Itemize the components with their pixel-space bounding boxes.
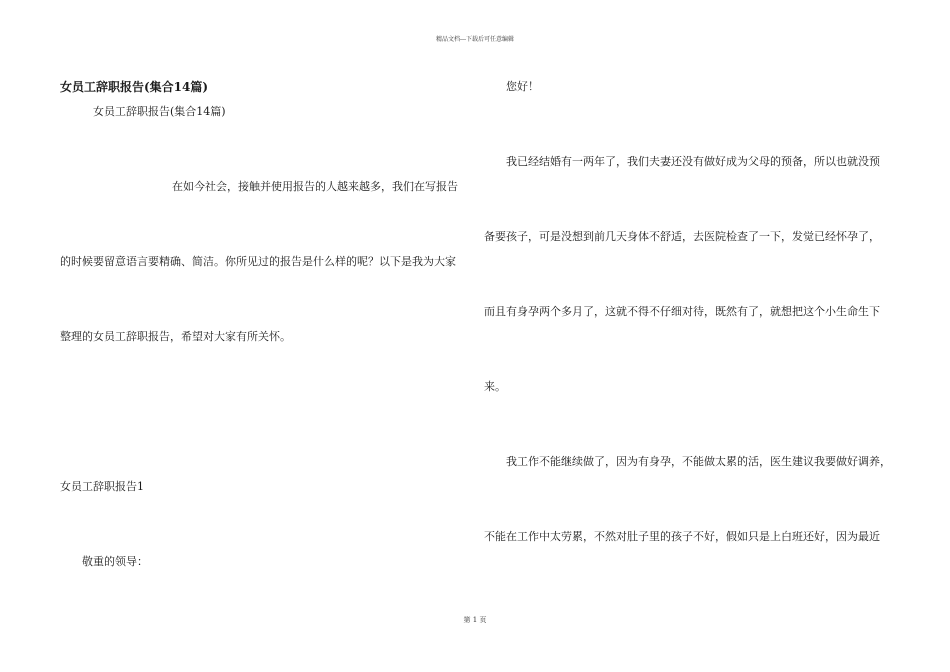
section-heading: 女员工辞职报告1 (60, 480, 144, 493)
paragraph1-line-2: 备要孩子，可是没想到前几天身体不舒适，去医院检查了一下，发觉已经怀孕了， (484, 230, 880, 243)
document-subtitle: 女员工辞职报告(集合14篇) (93, 105, 226, 118)
paragraph1-line-4: 来。 (484, 380, 506, 393)
intro-line-2: 的时候要留意语言要精确、简洁。你所见过的报告是什么样的呢？以下是我为大家 (60, 255, 456, 268)
paragraph1-line-1: 我已经结婚有一两年了，我们夫妻还没有做好成为父母的预备，所以也就没预 (506, 155, 880, 168)
header-note: 精品文档---下载后可任意编辑 (435, 36, 515, 43)
document-title: 女员工辞职报告(集合14篇) (60, 80, 209, 94)
salutation: 敬重的领导： (82, 555, 148, 568)
greeting: 您好！ (506, 80, 539, 93)
page-number: 第 1 页 (463, 616, 487, 624)
intro-line-3: 整理的女员工辞职报告，希望对大家有所关怀。 (60, 330, 291, 343)
paragraph1-line-3: 而且有身孕两个多月了，这就不得不仔细对待，既然有了，就想把这个小生命生下 (484, 305, 880, 318)
intro-line-1: 在如今社会，接触并使用报告的人越来越多，我们在写报告 (172, 180, 458, 193)
paragraph2-line-1: 我工作不能继续做了，因为有身孕，不能做太累的活，医生建议我要做好调养， (506, 455, 891, 468)
paragraph2-line-2: 不能在工作中太劳累，不然对肚子里的孩子不好，假如只是上白班还好，因为最近 (484, 530, 880, 543)
